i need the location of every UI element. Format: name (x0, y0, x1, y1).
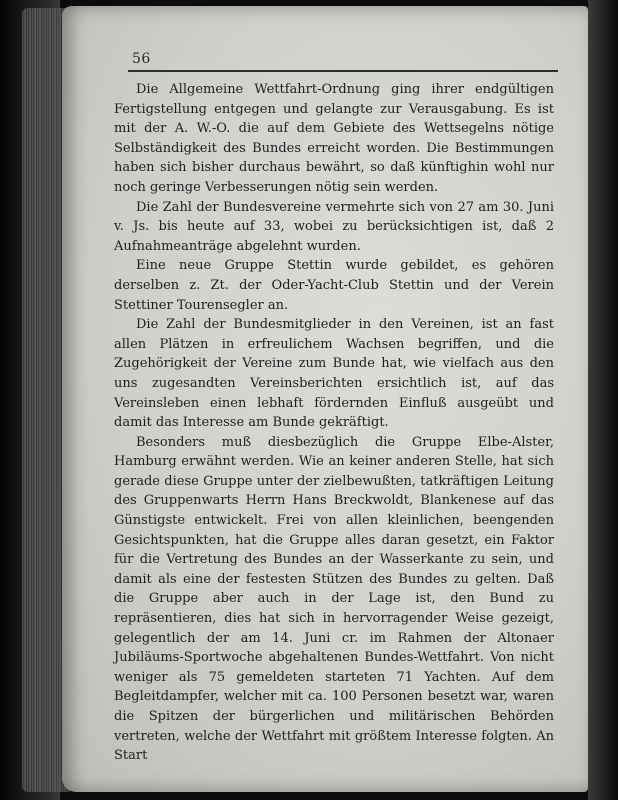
header-rule (128, 70, 558, 72)
facing-page-shadow (588, 0, 618, 800)
page-number: 56 (132, 51, 151, 67)
paragraph-4: Die Zahl der Bundesmitglieder in den Vereinen, ist an fast allen Plätzen in erfreulichem Wachsen begriffen, und die Zugehörigkeit der Vereine zum Bunde hat, wie vielfach aus den uns zugesandten Vereinsberichten ersichtlich ist, auf das Vereinsleben einen lebhaft fördernden Einfluß ausgeübt und damit das Interesse am Bunde gekräftigt. (114, 317, 554, 431)
paragraph-1: Die Allgemeine Wettfahrt-Ordnung ging ihrer endgültigen Fertigstellung entgegen und gelangte zur Verausgabung. Es ist mit der A. W.-O. die auf dem Gebiete des Wettsegelns nötige Selbständigkeit des Bundes erreicht worden. Die Bestimmungen haben sich bisher durchaus bewährt, so daß künftighin wohl nur noch geringe Verbesserungen nötig sein werden. (114, 82, 554, 195)
paragraph-3: Eine neue Gruppe Stettin wurde gebildet, es gehören derselben z. Zt. der Oder-Yacht-Club Stettin und der Verein Stettiner Tourensegler an. (114, 258, 554, 313)
body-text (114, 80, 554, 766)
paragraph-2: Die Zahl der Bundesvereine vermehrte sich von 27 am 30. Juni v. Js. bis heute auf 33, wobei zu berücksichtigen ist, daß 2 Aufnahmeanträge abgelehnt wurden. (114, 199, 554, 254)
paragraph-5: Besonders muß diesbezüglich die Gruppe Elbe-Alster, Hamburg erwähnt werden. Wie an keiner anderen Stelle, hat sich gerade diese Gruppe unter der zielbewußten, tatkräftigen Leitung des Gruppenwarts Herrn Hans Breckwoldt, Blankenese auf das Günstigste entwickelt. Frei von allen kleinlichen, beengenden Gesichtspunkten, hat die Gruppe alles daran gesetzt, ein Faktor für die Vertretung des Bundes an der Wasserkante zu sein, und damit als eine der festesten Stützen des Bundes zu gelten. Daß die Gruppe aber auch in der Lage ist, den Bund zu repräsentieren, dies hat sich in hervorragender Weise gezeigt, gelegentlich der am 14. Juni cr. im Rahmen der Altonaer Jubiläums-Sportwoche abgehaltenen Bundes-Wettfahrt. Von nicht weniger als 75 gemeldeten starteten 71 Yachten. Auf dem Begleitdampfer, welcher mit ca. 100 Personen besetzt war, waren die Spitzen der bürgerlichen und militärischen Behörden vertreten, welche der Wettfahrt mit größtem Interesse folgten. An Start (114, 434, 554, 764)
